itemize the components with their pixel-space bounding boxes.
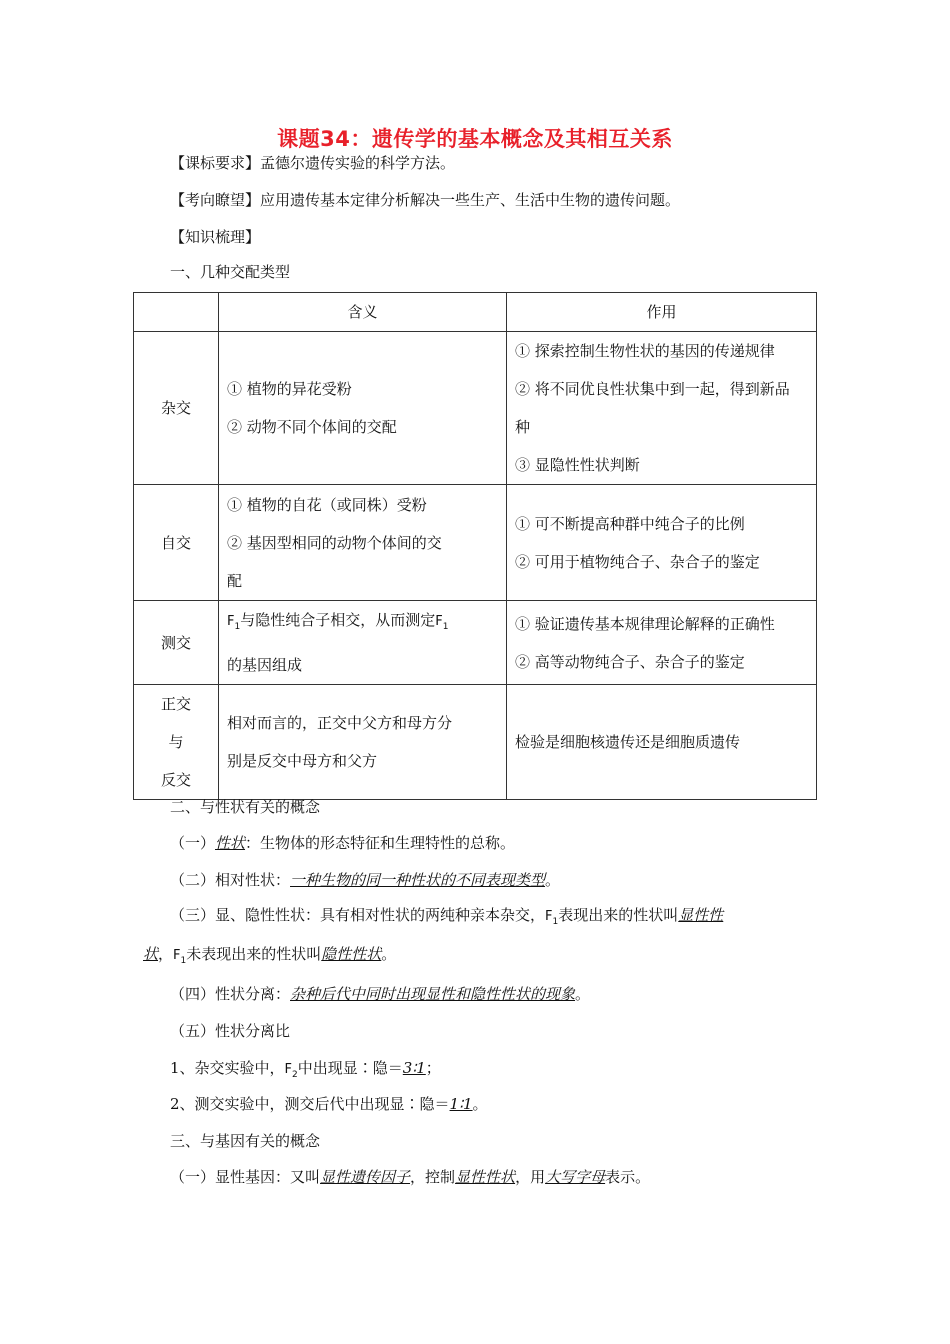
requirement-line — [170, 152, 455, 173]
item-text: 。 — [575, 985, 591, 1003]
type-cell: 杂交 — [134, 332, 219, 485]
header-meaning: 含义 — [219, 293, 507, 332]
underlined-term: 杂种后代中同时出现显性和隐性性状的现象 — [290, 985, 576, 1003]
underlined-term: 显性遗传因子 — [320, 1168, 411, 1186]
item-text: 未表现出来的性状叫 — [186, 945, 322, 963]
outlook-line — [170, 189, 680, 210]
outlook-label: 【考向瞭望】 — [170, 191, 261, 209]
f-subscript: 2 — [292, 1070, 298, 1080]
item-prefix: （一） — [170, 834, 216, 852]
underlined-term: 状 — [143, 945, 159, 963]
item-text: ：生物体的形态特征和生理特性的总称。 — [245, 834, 516, 852]
f-symbol: F — [545, 909, 553, 924]
requirement-label: 【课标要求】 — [170, 154, 261, 172]
underlined-term: 隐性性状 — [321, 945, 382, 963]
use-line: ② 高等动物纯合子、杂合子的鉴定 — [515, 652, 745, 671]
use-line: ② 可用于植物纯合子、杂合子的鉴定 — [515, 552, 760, 571]
meaning-cell — [219, 685, 507, 800]
table-header-row — [134, 293, 817, 332]
table-row — [134, 485, 817, 601]
item-prefix: （二）相对性状： — [170, 871, 291, 889]
item-prefix: （一）显性基因：又叫 — [170, 1168, 321, 1186]
type-line: 正交 — [160, 695, 191, 713]
f-subscript: 1 — [180, 956, 187, 966]
page-title: 课题34：遗传学的基本概念及其相互关系 — [277, 127, 673, 151]
use-line: ① 探索控制生物性状的基因的传递规律 — [515, 342, 775, 360]
f-symbol: F — [435, 614, 443, 629]
section3-heading: 三、与基因有关的概念 — [170, 1132, 321, 1150]
item-text: ，控制 — [410, 1168, 456, 1186]
item-text: 表示。 — [605, 1168, 651, 1186]
table-row — [134, 601, 817, 685]
trait-segregation-definition — [170, 983, 590, 1004]
item-text: 中出现显∶隐＝ — [297, 1059, 403, 1077]
meaning-cell — [219, 601, 507, 685]
outlook-text: 应用遗传基本定律分析解决一些生产、生活中生物的遗传问题。 — [260, 191, 681, 209]
f-subscript: 1 — [442, 622, 449, 632]
meaning-cell — [219, 332, 507, 485]
underlined-term: 显性性 — [678, 906, 724, 924]
header-empty — [134, 293, 219, 332]
dominant-gene-definition — [170, 1166, 650, 1187]
cross-ratio-line — [170, 1057, 441, 1080]
trait-definition — [170, 832, 515, 853]
item-text: 表现出来的性状叫 — [558, 906, 679, 924]
underlined-term: 一种生物的同一种性状的不同表现类型 — [290, 871, 546, 889]
meaning-line: ① 植物的自花（或同株）受粉 — [227, 495, 427, 514]
section1-heading: 一、几种交配类型 — [170, 263, 291, 281]
use-cell — [507, 685, 817, 800]
dominant-recessive-definition-1 — [170, 904, 723, 927]
type-line: 反交 — [160, 771, 191, 789]
item-text: ； — [425, 1059, 441, 1077]
f-symbol: F — [173, 948, 181, 963]
underlined-term: 3∶1 — [402, 1059, 426, 1077]
header-use: 作用 — [507, 293, 817, 332]
f-subscript: 1 — [552, 917, 559, 927]
dominant-recessive-definition-2 — [143, 943, 396, 966]
meaning-line: 别是反交中母方和父方 — [227, 752, 378, 770]
requirement-text: 孟德尔遗传实验的科学方法。 — [260, 154, 456, 172]
underlined-term: 显性性状 — [455, 1168, 516, 1186]
knowledge-label: 【知识梳理】 — [170, 228, 261, 246]
use-line: ① 可不断提高种群中纯合子的比例 — [515, 514, 745, 533]
use-cell — [507, 485, 817, 601]
item-text: 。 — [472, 1095, 488, 1113]
item-text: 。 — [545, 871, 561, 889]
item-prefix: （三）显、隐性性状：具有相对性状的两纯种亲本杂交， — [170, 906, 546, 924]
use-line: ② 将不同优良性状集中到一起，得到新品 — [515, 380, 790, 398]
type-line: 与 — [168, 733, 184, 751]
item-prefix: 2、测交实验中，测交后代中出现显∶隐＝ — [170, 1095, 450, 1113]
item-prefix: （四）性状分离： — [170, 985, 291, 1003]
use-cell — [507, 601, 817, 685]
f-subscript: 1 — [234, 622, 241, 632]
item-text: 。 — [381, 945, 397, 963]
use-line: 检验是细胞核遗传还是细胞质遗传 — [515, 733, 741, 751]
relative-trait-definition — [170, 869, 560, 890]
table-row — [134, 685, 817, 800]
f-symbol: F — [284, 1062, 293, 1077]
segregation-ratio-heading: （五）性状分离比 — [170, 1022, 291, 1040]
item-text: ， — [158, 945, 174, 963]
underlined-term: 1∶1 — [449, 1095, 473, 1113]
use-line: ① 验证遗传基本规律理论解释的正确性 — [515, 614, 775, 633]
testcross-ratio-line — [170, 1093, 488, 1114]
use-line: ③ 显隐性性状判断 — [515, 456, 640, 474]
table-row — [134, 332, 817, 485]
meaning-line — [227, 601, 498, 646]
section2-heading: 二、与性状有关的概念 — [170, 798, 321, 816]
use-line: 种 — [515, 418, 531, 436]
type-cell — [134, 685, 219, 800]
use-cell — [507, 332, 817, 485]
meaning-line: ① 植物的异花受粉 — [227, 380, 352, 398]
mating-types-table — [133, 292, 817, 800]
meaning-line: ② 基因型相同的动物个体间的交 — [227, 533, 442, 552]
underlined-term: 性状 — [215, 834, 246, 852]
meaning-text: 与隐性纯合子相交，从而测定 — [240, 611, 436, 629]
meaning-line: 配 — [227, 571, 243, 590]
type-cell: 自交 — [134, 485, 219, 601]
item-prefix: 1、杂交实验中， — [170, 1059, 285, 1077]
meaning-line: 的基因组成 — [227, 656, 303, 674]
meaning-cell — [219, 485, 507, 601]
meaning-line: 相对而言的，正交中父方和母方分 — [227, 714, 453, 732]
type-cell: 测交 — [134, 601, 219, 685]
underlined-term: 大写字母 — [545, 1168, 606, 1186]
meaning-line: ② 动物不同个体间的交配 — [227, 418, 397, 436]
item-text: ，用 — [515, 1168, 546, 1186]
f-symbol: F — [227, 614, 235, 629]
